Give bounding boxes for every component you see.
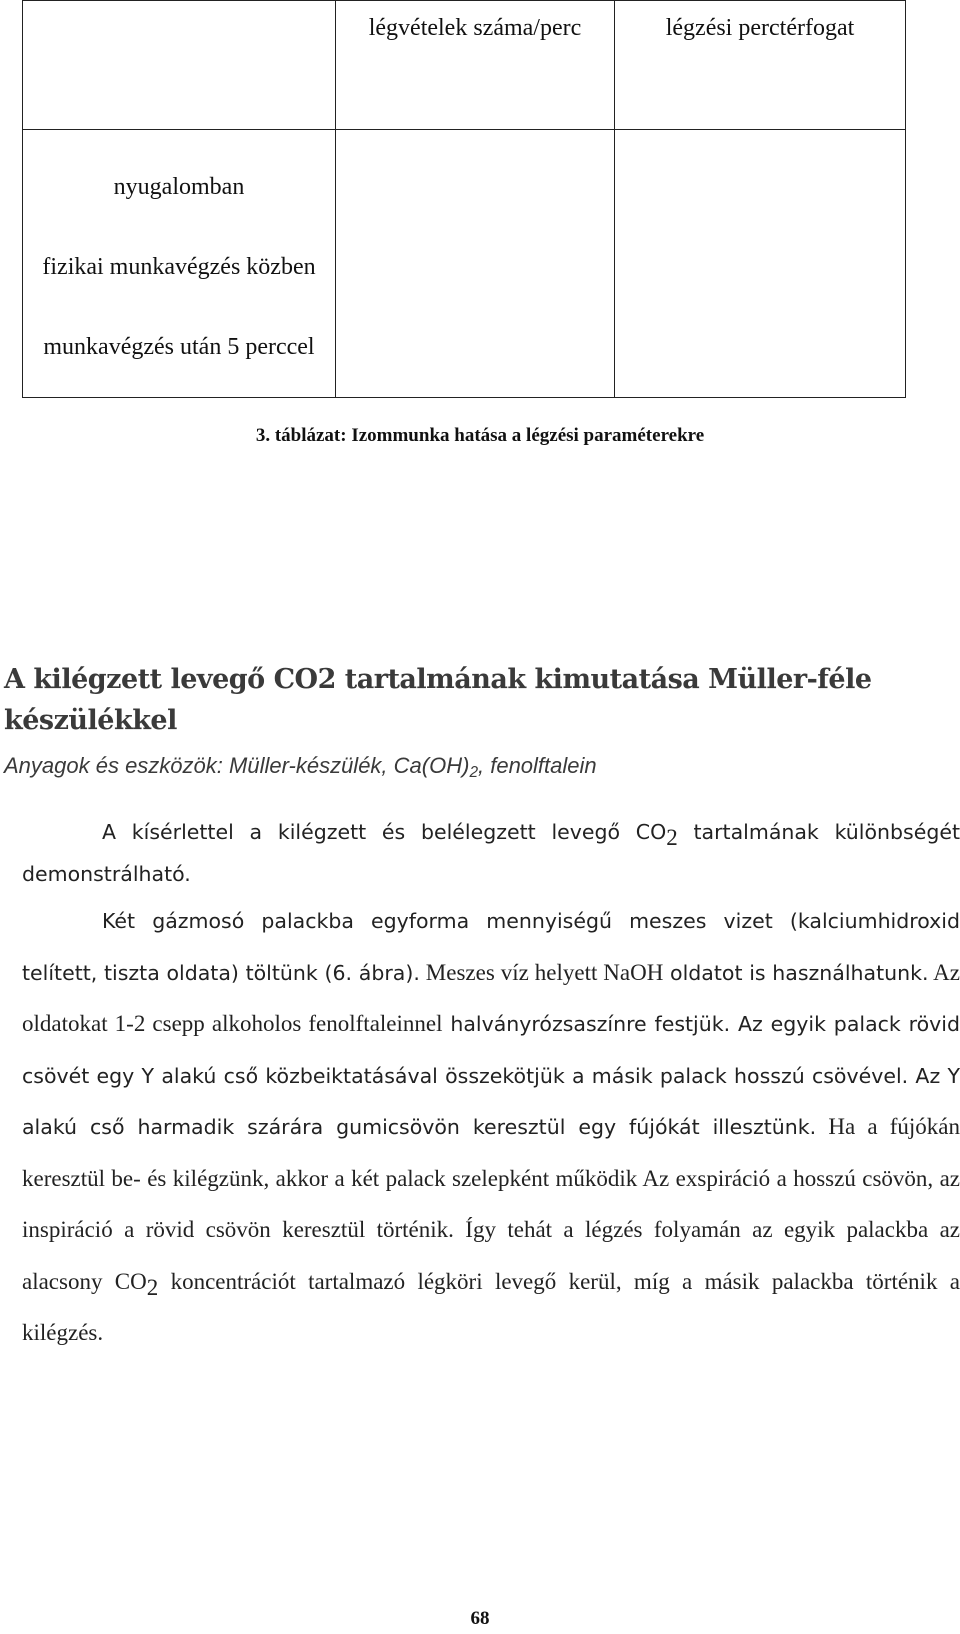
table-header-empty xyxy=(23,1,336,130)
empty-value-cell[interactable] xyxy=(336,130,615,398)
table-header-cell: légzési perctérfogat xyxy=(615,1,906,130)
table-header-cell: légvételek száma/perc xyxy=(336,1,615,130)
row-label: munkavégzés után 5 perccel xyxy=(43,334,315,360)
row-labels-cell xyxy=(23,130,336,398)
row-label: nyugalomban xyxy=(113,174,245,200)
table-header-row xyxy=(23,1,906,130)
page-number: 68 xyxy=(470,1608,490,1629)
respiration-table xyxy=(22,0,906,398)
materials-line: Anyagok és eszközök: Müller-készülék, $Ca(OH)_2$, fenolftalein xyxy=(4,753,597,781)
section-heading: A kilégzett levegő CO2 tartalmának kimutatása Müller-féle készülékkel xyxy=(4,664,872,736)
paragraph-procedure: Két gázmosó palackba egyforma mennyiségű meszes vizet (kalciumhidroxid telített, tiszta oldata) töltünk (6. ábra). Meszes víz helyett NaOH oldatot is használhatunk. Az oldatokat 1-2 csepp alkoholos fenolftaleinnel halványrózsaszínre festjük. Az egyik palack rövid csövét egy Y alakú cső közbeiktatásával összekötjük a másik palack hosszú csövével. Az Y alakú cső harmadik szárára gumicsövön keresztül egy fújókát illesztünk. Ha a fújókán keresztül be- és kilégzünk, akkor a két palack szelepként működik Az exspiráció a hosszú csövön, az inspiráció a rövid csövön keresztül történik. Így tehát a légzés folyamán az egyik palackba az alacsony $CO_2$ koncentrációt tartalmazó légköri levegő kerül, míg a másik palackba történik a kilégzés. xyxy=(22,909,960,1345)
table-caption: 3. táblázat: Izommunka hatása a légzési paraméterekre xyxy=(255,425,705,446)
paragraph-intro: A kísérlettel a kilégzett és belélegzett levegő $CO_2$ tartalmának különbségét demonstrálható. xyxy=(22,820,960,886)
row-label: fizikai munkavégzés közben xyxy=(42,254,316,280)
table-row xyxy=(23,130,906,398)
empty-value-cell[interactable] xyxy=(615,130,906,398)
